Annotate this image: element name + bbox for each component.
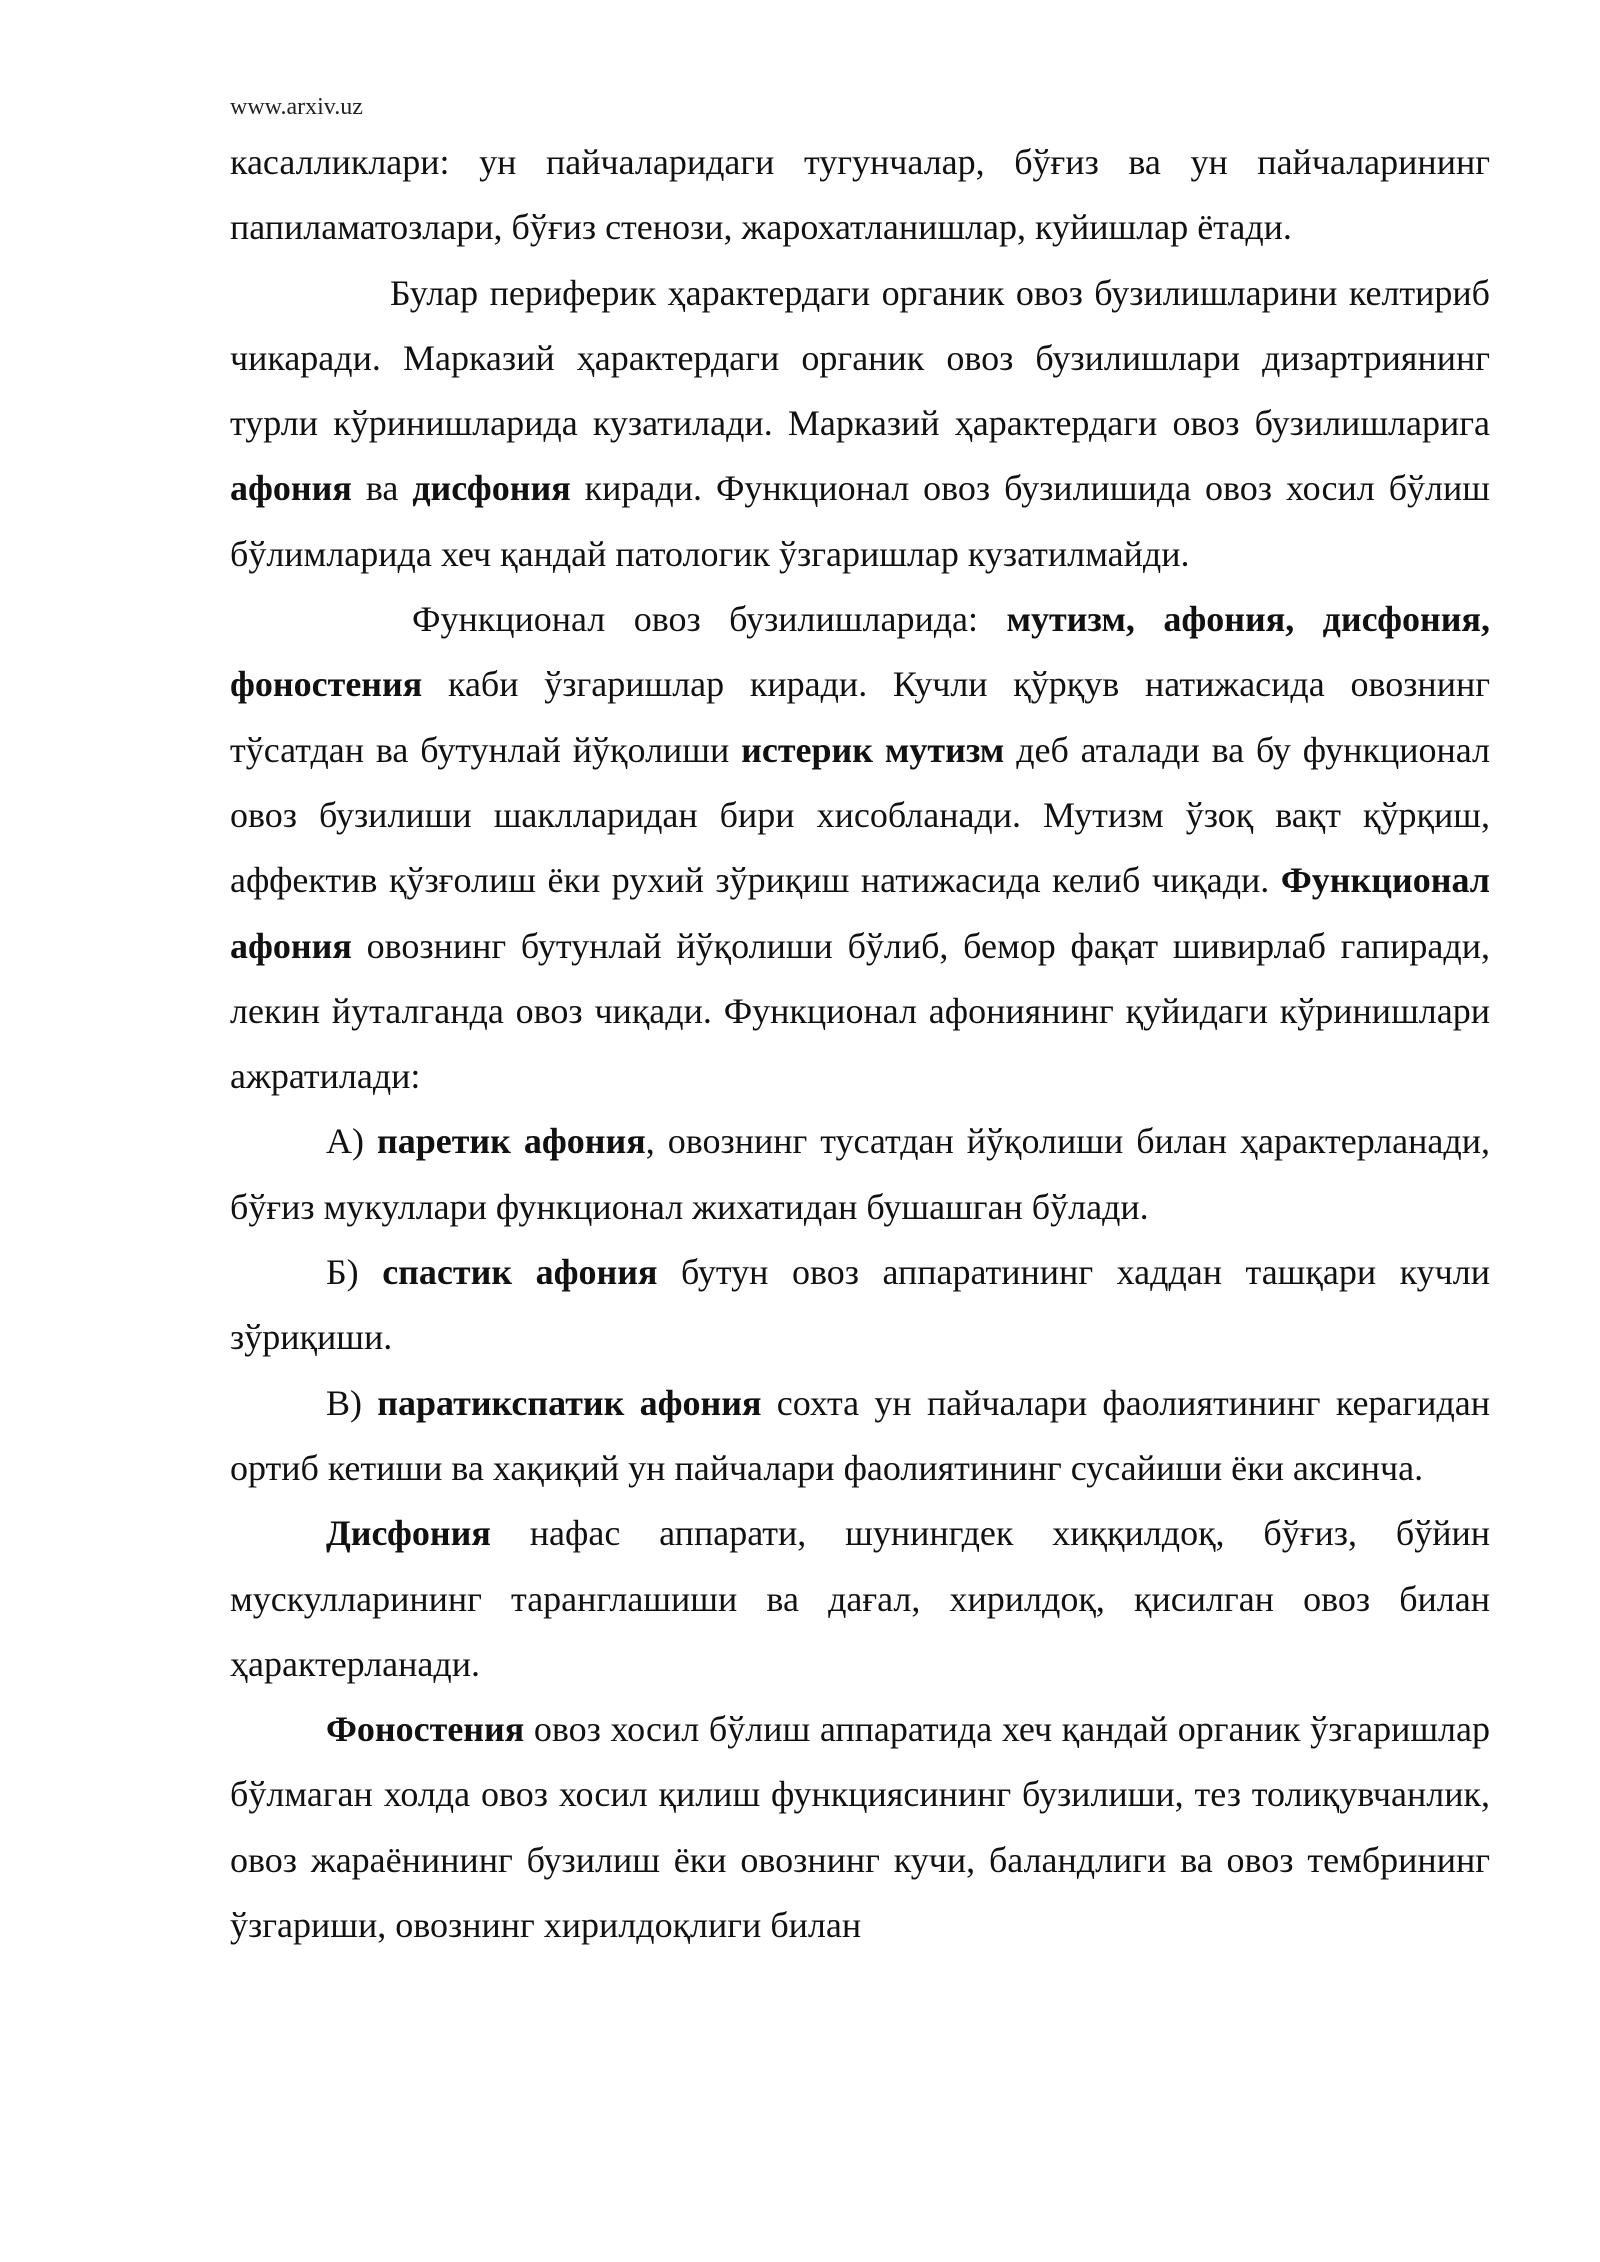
paragraph-1 — [230, 130, 1490, 261]
bold-term: Фоностения — [326, 1709, 525, 1750]
text-run: овоз хосил бўлиш аппаратида хеч қандай органик ўзгаришлар бўлмаган холда овоз хосил қилиш функциясининг бузилиши, тез толиқувчанлик, овоз жараёнининг бузилиш ёки овознинг кучи, баландлиги ва овоз тембрининг ўзгариши, овознинг хирилдоқлиги билан — [230, 1709, 1490, 1946]
text-run: касалликлари: ун пайчаларидаги тугунчалар, бўғиз ва ун пайчаларининг папиламатозлари, бўғиз стенози, жарохатланишлар, куйишлар ётади. — [230, 142, 1490, 248]
bold-term: афония — [230, 468, 352, 509]
bold-term: мутизм, афония, дисфония, фоностения — [230, 599, 1490, 705]
paragraph-7 — [230, 1501, 1490, 1697]
text-run: А) — [326, 1121, 377, 1162]
text-run: деб аталади ва бу функционал овоз бузилиши шаклларидан бири хисобланади. Мутизм ўзоқ вақт қўрқиш, аффектив қўзғолиш ёки рухий зўриқиш натижасида келиб чиқади. — [230, 729, 1490, 901]
document-page — [230, 90, 1490, 1958]
text-run: каби ўзгаришлар киради. Кучли қўрқув натижасида овознинг тўсатдан ва бутунлай йўқолиши — [230, 664, 1490, 770]
bold-term: истерик мутизм — [741, 729, 1005, 770]
text-run: Булар периферик ҳарактердаги органик овоз бузилишларини келтириб чикаради. Марказий ҳарактердаги органик овоз бузилишлари дизартриянинг турли кўринишларида кузатилади. Марказий ҳарактердаги овоз бузилишларига — [230, 272, 1490, 444]
paragraph-5 — [230, 1240, 1490, 1371]
text-run: В) — [326, 1382, 378, 1423]
text-run: ва — [351, 468, 413, 509]
paragraph-2 — [230, 261, 1490, 587]
text-run: Б) — [326, 1252, 383, 1293]
paragraph-8 — [230, 1697, 1490, 1958]
text-run: Функционал овоз бузилишларида: — [412, 599, 1007, 640]
bold-term: дисфония — [412, 468, 571, 509]
bold-term: спастик афония — [382, 1252, 658, 1293]
document-body — [230, 130, 1490, 1958]
paragraph-3 — [230, 587, 1490, 1109]
site-header: www.arxiv.uz — [230, 94, 363, 120]
text-run: сохта ун пайчалари фаолиятининг керагидан ортиб кетиши ва хақиқий ун пайчалари фаолиятининг сусайиши ёки аксинча. — [230, 1382, 1490, 1488]
bold-term: паретик афония — [376, 1121, 646, 1162]
text-run: , овознинг тусатдан йўқолиши билан ҳарактерланади, бўғиз мукуллари функционал жихатидан бушашган бўлади. — [230, 1121, 1490, 1227]
paragraph-4 — [230, 1109, 1490, 1240]
bold-term: паратикспатик афония — [377, 1382, 762, 1423]
bold-term: Функционал афония — [230, 860, 1490, 966]
text-run: киради. Функционал овоз бузилишида овоз хосил бўлиш бўлимларида хеч қандай патологик ўзгаришлар кузатилмайди. — [230, 468, 1490, 574]
text-run: бутун овоз аппаратининг хаддан ташқари кучли зўриқиши. — [230, 1252, 1490, 1358]
text-run: нафас аппарати, шунингдек хиққилдоқ, бўғиз, бўйин мускулларининг таранглашиши ва дағал, хирилдоқ, қисилган овоз билан ҳарактерланади. — [230, 1513, 1490, 1684]
paragraph-6 — [230, 1371, 1490, 1502]
text-run: овознинг бутунлай йўқолиши бўлиб, бемор фақат шивирлаб гапиради, лекин йуталганда овоз чиқади. Функционал афониянинг қуйидаги кўринишлари ажратилади: — [230, 925, 1490, 1097]
bold-term: Дисфония — [326, 1513, 491, 1554]
